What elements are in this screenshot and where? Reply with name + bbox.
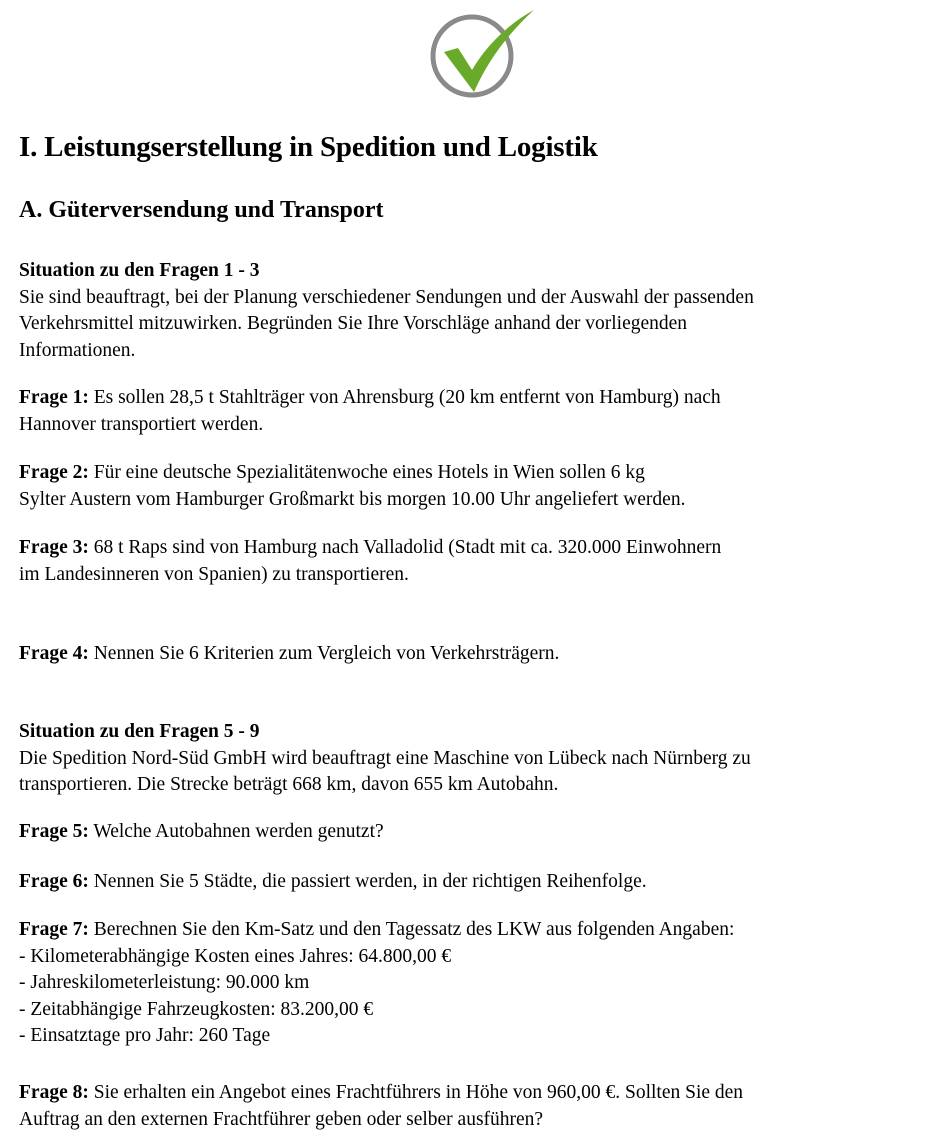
question-6 [19, 869, 919, 896]
list-item: - Kilometerabhängige Kosten eines Jahres: 64.800,00 € [19, 945, 452, 967]
question-label: Frage 2: [19, 462, 89, 483]
question-text: im Landesinneren von Spanien) zu transportieren. [19, 563, 409, 585]
situation-1-3 [19, 258, 919, 364]
question-2 [19, 460, 919, 513]
question-1 [19, 385, 919, 438]
question-label: Frage 8: [19, 1082, 89, 1103]
question-label: Frage 6: [19, 871, 89, 892]
situation-text-line: Verkehrsmittel mitzuwirken. Begründen Sie Ihre Vorschläge anhand der vorliegenden [19, 313, 688, 334]
situation-title: Situation zu den Fragen 5 - 9 [19, 721, 260, 742]
situation-text-line: transportieren. Die Strecke beträgt 668 km, davon 655 km Autobahn. [19, 774, 559, 795]
question-3 [19, 535, 919, 588]
situation-text-line: Sie sind beauftragt, bei der Planung verschiedener Sendungen und der Auswahl der passenden [19, 286, 754, 308]
question-4 [19, 641, 919, 668]
question-text: Welche Autobahnen werden genutzt? [88, 821, 384, 842]
question-text: Berechnen Sie den Km-Satz und den Tagessatz des LKW aus folgenden Angaben: [88, 919, 735, 940]
question-text: Sylter Austern vom Hamburger Großmarkt bis morgen 10.00 Uhr angeliefert werden. [19, 488, 686, 510]
list-item: - Zeitabhängige Fahrzeugkosten: 83.200,00 € [19, 998, 374, 1020]
question-label: Frage 7: [19, 919, 89, 940]
page-title: I. Leistungserstellung in Spedition und Logistik [19, 131, 598, 163]
situation-text-line: Informationen. [19, 339, 136, 361]
question-text: Nennen Sie 6 Kriterien zum Vergleich von Verkehrsträgern. [88, 643, 560, 664]
list-item: - Einsatztage pro Jahr: 260 Tage [19, 1025, 271, 1046]
list-item: - Jahreskilometerleistung: 90.000 km [19, 972, 310, 993]
question-text: Hannover transportiert werden. [19, 413, 264, 435]
situation-text-line: Die Spedition Nord-Süd GmbH wird beauftragt eine Maschine von Lübeck nach Nürnberg zu [19, 747, 751, 769]
section-title: A. Güterversendung und Transport [19, 197, 384, 223]
question-text: Auftrag an den externen Frachtführer geben oder selber ausführen? [19, 1108, 544, 1130]
question-5 [19, 819, 919, 846]
check-circle-icon [428, 8, 538, 98]
question-text: Nennen Sie 5 Städte, die passiert werden, in der richtigen Reihenfolge. [88, 871, 647, 892]
question-text: Sie erhalten ein Angebot eines Frachtführers in Höhe von 960,00 €. Sollten Sie den [88, 1082, 744, 1103]
question-label: Frage 5: [19, 821, 89, 842]
question-label: Frage 4: [19, 643, 89, 664]
question-label: Frage 1: [19, 387, 89, 408]
situation-5-9 [19, 719, 919, 799]
question-text: Es sollen 28,5 t Stahlträger von Ahrensburg (20 km entfernt von Hamburg) nach [88, 387, 721, 408]
question-label: Frage 3: [19, 537, 89, 558]
question-7 [19, 917, 919, 1050]
situation-title: Situation zu den Fragen 1 - 3 [19, 260, 260, 281]
question-8 [19, 1080, 919, 1133]
question-text: Für eine deutsche Spezialitätenwoche eines Hotels in Wien sollen 6 kg [88, 462, 645, 483]
question-text: 68 t Raps sind von Hamburg nach Valladolid (Stadt mit ca. 320.000 Einwohnern [88, 537, 722, 558]
